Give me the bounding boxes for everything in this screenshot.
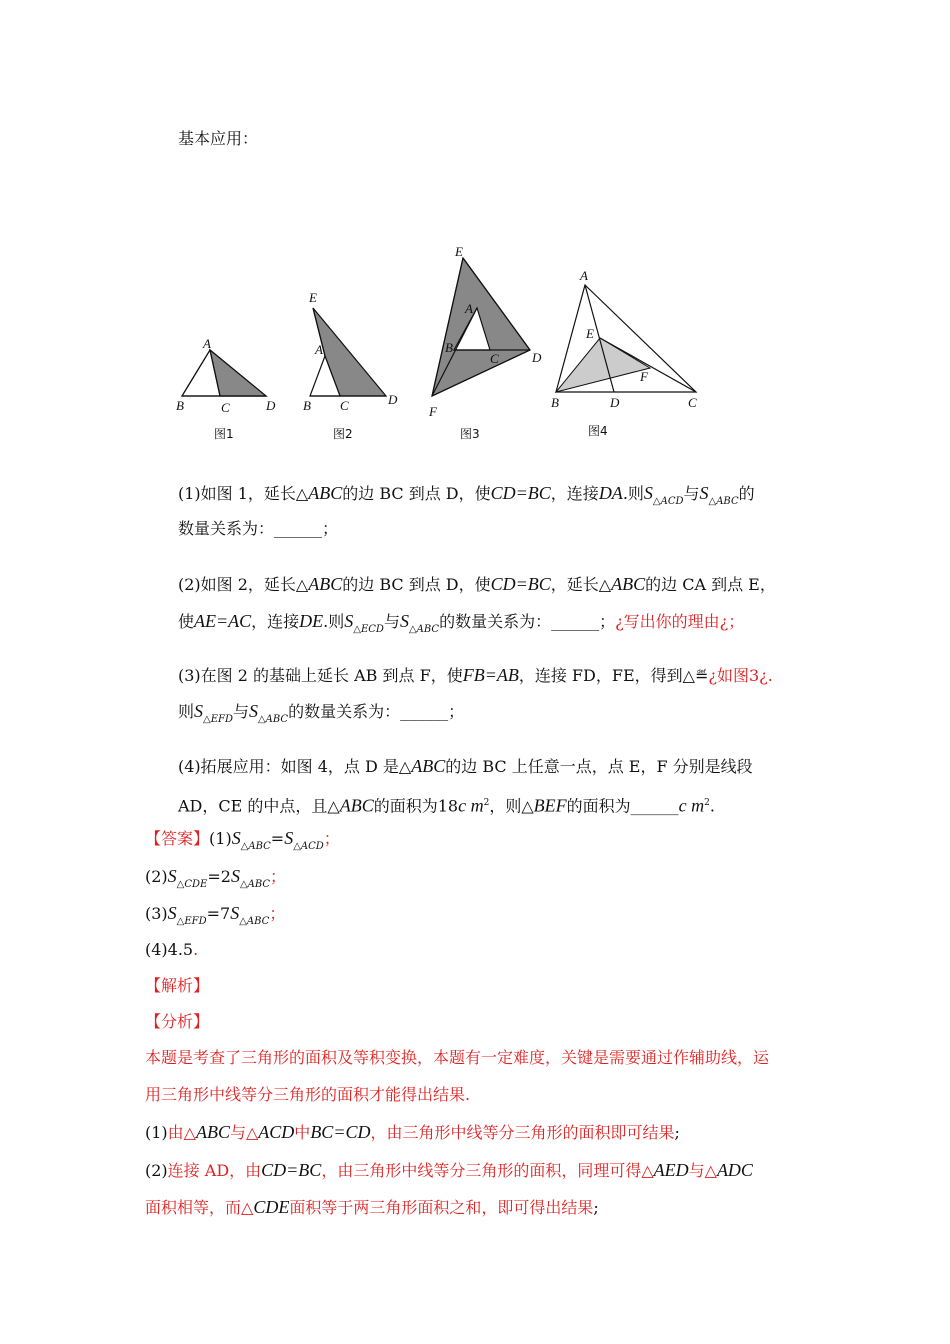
- figure-3: [428, 244, 542, 419]
- answer-line3: $(3)S_{\triangle EFD}=7S_{\triangle ABC}$；: [145, 903, 286, 927]
- intro-text: 基本应用：: [178, 129, 259, 148]
- answer-line4: (4)4.5.: [145, 940, 199, 959]
- fig4-label-C: C: [688, 395, 697, 410]
- fig4-caption: 图4: [588, 424, 608, 438]
- fig3-label-C: C: [490, 351, 499, 366]
- fig4-label-D: D: [610, 395, 620, 410]
- answer-line2: $(2)S_{\triangle CDE}=2S_{\triangle ABC}$；: [145, 866, 287, 890]
- fig4-label-E: E: [586, 326, 594, 341]
- fig3-label-F: F: [429, 404, 437, 419]
- figures-area: [170, 238, 730, 448]
- answer-line1: 【答案】$(1)S_{\triangle ABC}=S_{\triangle ACD}$；: [145, 828, 340, 852]
- q4-line1: (4)拓展应用：如图 4，点 D 是△ABC的边 BC 上任意一点，点 E，F 分别是线段: [178, 756, 753, 776]
- fig1-label-C: C: [221, 400, 230, 415]
- fig2-label-E: E: [309, 290, 317, 305]
- fig2-label-D: D: [388, 392, 398, 407]
- q1-line1: (1)如图 1，延长△ABC的边 BC 到点 D，使CD=BC，连接DA.则$S_{\triangle ACD}$与$S_{\triangle ABC}$的: [178, 483, 755, 507]
- fig3-label-E: E: [455, 244, 463, 259]
- fig3-label-A: A: [465, 301, 473, 316]
- fig2-label-C: C: [340, 398, 349, 413]
- analysis-p2: 用三角形中线等分三角形的面积才能得出结果.: [145, 1085, 471, 1104]
- fig2-caption: 图2: [333, 427, 353, 441]
- figure-2: [303, 290, 398, 413]
- fig3-caption: 图3: [460, 427, 480, 441]
- q2-line1: (2)如图 2，延长△ABC的边 BC 到点 D，使CD=BC，延长△ABC的边 CA 到点 E，: [178, 574, 776, 594]
- fig4-label-B: B: [551, 395, 559, 410]
- fig1-label-B: B: [176, 398, 184, 413]
- q3-line1: (3)在图 2 的基础上延长 AB 到点 F，使FB=AB，连接 FD，FE，得到△≝¿如图3¿.: [178, 665, 773, 685]
- analysis-p5: 面积相等，而△CDE面积等于两三角形面积之和，即可得出结果;: [145, 1197, 599, 1217]
- q4-line2: AD，CE 的中点，且△ABC的面积为18c $m^2$，则△BEF的面积为______c $m^2$.: [178, 795, 715, 816]
- analysis-p4: (2)连接 AD，由CD=BC，由三角形中线等分三角形的面积，同理可得△AED与△ADC: [145, 1160, 753, 1180]
- analysis-p3: (1)由△ABC与△ACD中BC=CD，由三角形中线等分三角形的面积即可结果;: [145, 1122, 680, 1142]
- q2-line2: 使AE=AC，连接DE.则$S_{\triangle ECD}$与$S_{\triangle ABC}$的数量关系为：______；¿写出你的理由¿；: [178, 611, 745, 635]
- q1-line2: 数量关系为：______；: [178, 519, 339, 538]
- fig3-label-B: B: [445, 340, 453, 355]
- figure-4: [551, 268, 697, 410]
- fig4-label-F: F: [640, 369, 648, 384]
- figure-1: [176, 336, 276, 415]
- q3-line2: 则$S_{\triangle EFD}$与$S_{\triangle ABC}$的数量关系为：______；: [178, 701, 465, 725]
- fig2-label-A: A: [315, 342, 323, 357]
- fig1-label-D: D: [266, 398, 276, 413]
- analysis-subtag: 【分析】: [145, 1012, 210, 1031]
- analysis-tag: 【解析】: [145, 976, 210, 995]
- geometry-figures: [170, 238, 730, 448]
- fig3-label-D: D: [532, 350, 542, 365]
- fig1-label-A: A: [203, 336, 211, 351]
- fig1-caption: 图1: [214, 427, 234, 441]
- fig4-label-A: A: [580, 268, 588, 283]
- fig2-label-B: B: [303, 398, 311, 413]
- analysis-p1: 本题是考查了三角形的面积及等积变换，本题有一定难度，关键是需要通过作辅助线，运: [145, 1048, 770, 1067]
